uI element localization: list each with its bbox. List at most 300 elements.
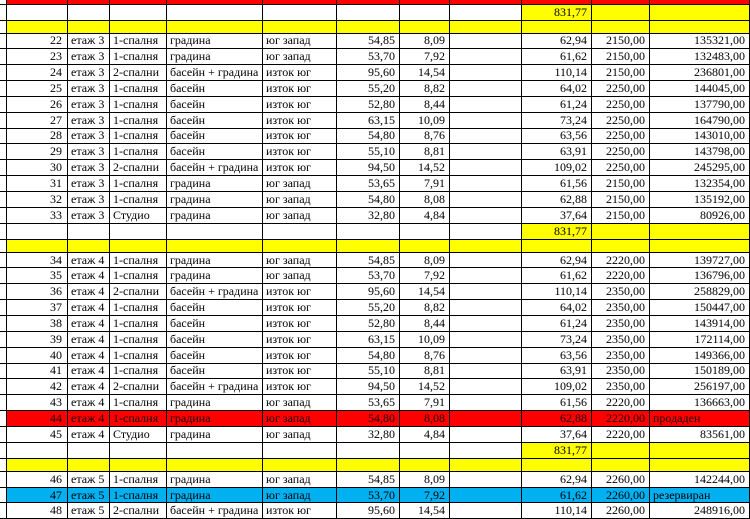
- cell-blank[interactable]: [450, 503, 522, 518]
- cell-total[interactable]: 132483,00: [650, 49, 750, 64]
- cell-total[interactable]: [650, 459, 750, 471]
- cell-type[interactable]: 1-спалня: [110, 49, 167, 64]
- cell-common[interactable]: 8,08: [400, 192, 450, 207]
- cell-floor[interactable]: [68, 224, 110, 239]
- cell-common[interactable]: 8,81: [400, 144, 450, 159]
- cell-total[interactable]: 256197,00: [650, 379, 750, 394]
- cell-total[interactable]: 80926,00: [650, 208, 750, 223]
- cell-direction[interactable]: [263, 0, 337, 4]
- cell-feature[interactable]: градина: [167, 411, 263, 426]
- cell-total[interactable]: 258829,00: [650, 284, 750, 299]
- cell-direction[interactable]: юг запад: [263, 176, 337, 191]
- cell-num[interactable]: [7, 0, 68, 4]
- cell-area[interactable]: 54,80: [337, 348, 400, 363]
- cell-total_area[interactable]: 62,94: [522, 253, 592, 268]
- cell-floor[interactable]: [68, 443, 110, 458]
- cell-total[interactable]: 236801,00: [650, 65, 750, 80]
- cell-blank[interactable]: [450, 364, 522, 379]
- cell-area[interactable]: 55,10: [337, 364, 400, 379]
- cell-num[interactable]: 43: [7, 395, 68, 410]
- cell-blank[interactable]: [450, 316, 522, 331]
- cell-total_area[interactable]: 63,91: [522, 144, 592, 159]
- cell-area[interactable]: 32,80: [337, 427, 400, 442]
- cell-type[interactable]: [110, 224, 167, 239]
- cell-area[interactable]: 63,15: [337, 113, 400, 128]
- cell-total_area[interactable]: 63,56: [522, 348, 592, 363]
- cell-area[interactable]: 53,70: [337, 49, 400, 64]
- cell-floor[interactable]: етаж 3: [68, 192, 110, 207]
- cell-feature[interactable]: басейн: [167, 144, 263, 159]
- cell-num[interactable]: 40: [7, 348, 68, 363]
- cell-type[interactable]: 1-спалня: [110, 268, 167, 283]
- cell-area[interactable]: [337, 224, 400, 239]
- cell-total_area[interactable]: 73,24: [522, 113, 592, 128]
- cell-feature[interactable]: басейн + градина: [167, 503, 263, 518]
- cell-floor[interactable]: етаж 3: [68, 129, 110, 144]
- cell-area[interactable]: [337, 5, 400, 20]
- cell-floor[interactable]: етаж 4: [68, 427, 110, 442]
- cell-direction[interactable]: [263, 21, 337, 33]
- cell-area[interactable]: 53,70: [337, 268, 400, 283]
- cell-total[interactable]: 172114,00: [650, 332, 750, 347]
- cell-type[interactable]: Студио: [110, 427, 167, 442]
- cell-floor[interactable]: етаж 4: [68, 411, 110, 426]
- cell-blank[interactable]: [450, 65, 522, 80]
- cell-total[interactable]: 137790,00: [650, 97, 750, 112]
- cell-direction[interactable]: [263, 240, 337, 252]
- cell-common[interactable]: 8,81: [400, 364, 450, 379]
- cell-num[interactable]: 26: [7, 97, 68, 112]
- cell-total[interactable]: 143798,00: [650, 144, 750, 159]
- cell-blank[interactable]: [450, 348, 522, 363]
- cell-direction[interactable]: юг запад: [263, 49, 337, 64]
- cell-feature[interactable]: градина: [167, 488, 263, 503]
- cell-total_area[interactable]: 831,77: [522, 5, 592, 20]
- cell-price[interactable]: 2220,00: [592, 427, 650, 442]
- cell-num[interactable]: 30: [7, 160, 68, 175]
- cell-direction[interactable]: изток юг: [263, 379, 337, 394]
- cell-direction[interactable]: юг запад: [263, 192, 337, 207]
- cell-area[interactable]: 63,15: [337, 332, 400, 347]
- cell-blank[interactable]: [450, 160, 522, 175]
- cell-common[interactable]: 7,92: [400, 488, 450, 503]
- cell-total_area[interactable]: 37,64: [522, 427, 592, 442]
- cell-type[interactable]: [110, 5, 167, 20]
- cell-blank[interactable]: [450, 192, 522, 207]
- cell-total_area[interactable]: 61,62: [522, 268, 592, 283]
- cell-total_area[interactable]: 110,14: [522, 503, 592, 518]
- cell-total[interactable]: 144045,00: [650, 81, 750, 96]
- cell-common[interactable]: 7,92: [400, 49, 450, 64]
- cell-total[interactable]: [650, 0, 750, 4]
- cell-type[interactable]: 1-спалня: [110, 176, 167, 191]
- cell-feature[interactable]: басейн + градина: [167, 284, 263, 299]
- cell-common[interactable]: 8,76: [400, 129, 450, 144]
- cell-blank[interactable]: [450, 113, 522, 128]
- cell-floor[interactable]: етаж 5: [68, 488, 110, 503]
- cell-price[interactable]: [592, 21, 650, 33]
- cell-price[interactable]: [592, 5, 650, 20]
- cell-blank[interactable]: [450, 240, 522, 252]
- cell-common[interactable]: 14,54: [400, 284, 450, 299]
- cell-num[interactable]: 28: [7, 129, 68, 144]
- cell-type[interactable]: 1-спалня: [110, 472, 167, 487]
- cell-total[interactable]: 245295,00: [650, 160, 750, 175]
- cell-price[interactable]: 2220,00: [592, 268, 650, 283]
- cell-feature[interactable]: басейн: [167, 97, 263, 112]
- cell-floor[interactable]: етаж 3: [68, 144, 110, 159]
- cell-common[interactable]: 10,09: [400, 332, 450, 347]
- cell-type[interactable]: [110, 459, 167, 471]
- cell-total_area[interactable]: 37,64: [522, 208, 592, 223]
- cell-common[interactable]: 14,52: [400, 379, 450, 394]
- cell-direction[interactable]: изток юг: [263, 503, 337, 518]
- cell-floor[interactable]: етаж 4: [68, 332, 110, 347]
- cell-feature[interactable]: басейн: [167, 113, 263, 128]
- cell-direction[interactable]: изток юг: [263, 81, 337, 96]
- cell-direction[interactable]: изток юг: [263, 65, 337, 80]
- cell-total_area[interactable]: 64,02: [522, 81, 592, 96]
- cell-total_area[interactable]: 110,14: [522, 65, 592, 80]
- cell-total[interactable]: 248916,00: [650, 503, 750, 518]
- cell-floor[interactable]: етаж 3: [68, 160, 110, 175]
- cell-total[interactable]: 135192,00: [650, 192, 750, 207]
- cell-feature[interactable]: [167, 224, 263, 239]
- cell-common[interactable]: 8,82: [400, 81, 450, 96]
- cell-num[interactable]: 46: [7, 472, 68, 487]
- cell-feature[interactable]: градина: [167, 472, 263, 487]
- cell-area[interactable]: 52,80: [337, 316, 400, 331]
- cell-feature[interactable]: [167, 5, 263, 20]
- cell-num[interactable]: 36: [7, 284, 68, 299]
- cell-price[interactable]: 2260,00: [592, 503, 650, 518]
- cell-blank[interactable]: [450, 34, 522, 49]
- cell-area[interactable]: 94,50: [337, 160, 400, 175]
- cell-floor[interactable]: етаж 3: [68, 208, 110, 223]
- cell-type[interactable]: 1-спалня: [110, 364, 167, 379]
- cell-type[interactable]: [110, 0, 167, 4]
- cell-floor[interactable]: етаж 3: [68, 49, 110, 64]
- cell-blank[interactable]: [450, 253, 522, 268]
- cell-area[interactable]: 55,20: [337, 81, 400, 96]
- cell-total_area[interactable]: 61,62: [522, 49, 592, 64]
- cell-type[interactable]: 1-спалня: [110, 332, 167, 347]
- cell-feature[interactable]: басейн: [167, 332, 263, 347]
- cell-area[interactable]: 53,65: [337, 395, 400, 410]
- cell-feature[interactable]: градина: [167, 208, 263, 223]
- cell-common[interactable]: [400, 224, 450, 239]
- cell-total_area[interactable]: 109,02: [522, 160, 592, 175]
- cell-feature[interactable]: градина: [167, 34, 263, 49]
- cell-total[interactable]: [650, 224, 750, 239]
- cell-area[interactable]: [337, 459, 400, 471]
- cell-common[interactable]: 14,52: [400, 160, 450, 175]
- cell-direction[interactable]: юг запад: [263, 488, 337, 503]
- cell-direction[interactable]: изток юг: [263, 129, 337, 144]
- cell-area[interactable]: 54,85: [337, 253, 400, 268]
- cell-type[interactable]: [110, 240, 167, 252]
- cell-total[interactable]: [650, 21, 750, 33]
- cell-direction[interactable]: юг запад: [263, 268, 337, 283]
- cell-feature[interactable]: басейн: [167, 300, 263, 315]
- cell-blank[interactable]: [450, 49, 522, 64]
- cell-total_area[interactable]: 109,02: [522, 379, 592, 394]
- cell-total_area[interactable]: 63,91: [522, 364, 592, 379]
- cell-type[interactable]: Студио: [110, 208, 167, 223]
- cell-price[interactable]: 2260,00: [592, 488, 650, 503]
- cell-direction[interactable]: юг запад: [263, 208, 337, 223]
- cell-area[interactable]: 55,20: [337, 300, 400, 315]
- cell-num[interactable]: [7, 5, 68, 20]
- cell-total[interactable]: 83561,00: [650, 427, 750, 442]
- cell-num[interactable]: 24: [7, 65, 68, 80]
- cell-feature[interactable]: градина: [167, 49, 263, 64]
- cell-blank[interactable]: [450, 129, 522, 144]
- cell-direction[interactable]: изток юг: [263, 300, 337, 315]
- cell-type[interactable]: 1-спалня: [110, 348, 167, 363]
- cell-type[interactable]: 2-спални: [110, 379, 167, 394]
- cell-feature[interactable]: басейн: [167, 348, 263, 363]
- cell-total_area[interactable]: 64,02: [522, 300, 592, 315]
- cell-price[interactable]: [592, 443, 650, 458]
- cell-num[interactable]: 32: [7, 192, 68, 207]
- cell-total[interactable]: 136663,00: [650, 395, 750, 410]
- cell-num[interactable]: 22: [7, 34, 68, 49]
- cell-direction[interactable]: изток юг: [263, 160, 337, 175]
- cell-feature[interactable]: басейн + градина: [167, 65, 263, 80]
- cell-feature[interactable]: градина: [167, 395, 263, 410]
- cell-feature[interactable]: [167, 240, 263, 252]
- cell-total_area[interactable]: 61,56: [522, 395, 592, 410]
- cell-common[interactable]: 8,09: [400, 34, 450, 49]
- cell-total_area[interactable]: [522, 0, 592, 4]
- cell-total[interactable]: резервиран: [650, 488, 750, 503]
- cell-area[interactable]: 55,10: [337, 144, 400, 159]
- cell-area[interactable]: [337, 240, 400, 252]
- cell-blank[interactable]: [450, 459, 522, 471]
- cell-price[interactable]: 2220,00: [592, 395, 650, 410]
- cell-total_area[interactable]: 61,56: [522, 176, 592, 191]
- cell-area[interactable]: 54,85: [337, 34, 400, 49]
- cell-type[interactable]: 1-спалня: [110, 81, 167, 96]
- cell-feature[interactable]: басейн: [167, 129, 263, 144]
- cell-direction[interactable]: изток юг: [263, 97, 337, 112]
- cell-area[interactable]: 54,85: [337, 472, 400, 487]
- cell-num[interactable]: 38: [7, 316, 68, 331]
- cell-total_area[interactable]: 61,24: [522, 316, 592, 331]
- cell-total[interactable]: продаден: [650, 411, 750, 426]
- cell-price[interactable]: 2260,00: [592, 472, 650, 487]
- cell-total_area[interactable]: 63,56: [522, 129, 592, 144]
- cell-type[interactable]: 1-спалня: [110, 34, 167, 49]
- cell-total[interactable]: [650, 443, 750, 458]
- cell-direction[interactable]: изток юг: [263, 113, 337, 128]
- cell-floor[interactable]: етаж 3: [68, 97, 110, 112]
- cell-feature[interactable]: [167, 443, 263, 458]
- cell-total[interactable]: 164790,00: [650, 113, 750, 128]
- cell-area[interactable]: [337, 21, 400, 33]
- cell-total_area[interactable]: 62,88: [522, 411, 592, 426]
- cell-num[interactable]: 25: [7, 81, 68, 96]
- cell-floor[interactable]: етаж 5: [68, 503, 110, 518]
- cell-price[interactable]: 2350,00: [592, 379, 650, 394]
- cell-area[interactable]: 53,65: [337, 176, 400, 191]
- cell-floor[interactable]: етаж 3: [68, 34, 110, 49]
- cell-floor[interactable]: етаж 4: [68, 268, 110, 283]
- cell-total[interactable]: [650, 5, 750, 20]
- cell-direction[interactable]: [263, 459, 337, 471]
- cell-feature[interactable]: [167, 459, 263, 471]
- cell-price[interactable]: 2350,00: [592, 284, 650, 299]
- cell-feature[interactable]: градина: [167, 268, 263, 283]
- cell-price[interactable]: 2350,00: [592, 332, 650, 347]
- cell-blank[interactable]: [450, 81, 522, 96]
- cell-price[interactable]: 2350,00: [592, 364, 650, 379]
- cell-total_area[interactable]: 61,62: [522, 488, 592, 503]
- cell-type[interactable]: 2-спални: [110, 65, 167, 80]
- cell-common[interactable]: [400, 0, 450, 4]
- cell-blank[interactable]: [450, 427, 522, 442]
- cell-price[interactable]: 2150,00: [592, 192, 650, 207]
- cell-price[interactable]: [592, 224, 650, 239]
- cell-num[interactable]: 48: [7, 503, 68, 518]
- cell-num[interactable]: 33: [7, 208, 68, 223]
- cell-total[interactable]: 150447,00: [650, 300, 750, 315]
- cell-type[interactable]: 2-спални: [110, 160, 167, 175]
- cell-price[interactable]: 2250,00: [592, 97, 650, 112]
- cell-direction[interactable]: изток юг: [263, 144, 337, 159]
- cell-blank[interactable]: [450, 21, 522, 33]
- cell-price[interactable]: 2150,00: [592, 49, 650, 64]
- cell-price[interactable]: 2350,00: [592, 316, 650, 331]
- cell-common[interactable]: [400, 5, 450, 20]
- cell-common[interactable]: 8,44: [400, 316, 450, 331]
- cell-floor[interactable]: етаж 4: [68, 316, 110, 331]
- cell-blank[interactable]: [450, 284, 522, 299]
- cell-common[interactable]: 4,84: [400, 427, 450, 442]
- cell-blank[interactable]: [450, 0, 522, 4]
- cell-floor[interactable]: [68, 5, 110, 20]
- cell-direction[interactable]: изток юг: [263, 332, 337, 347]
- cell-feature[interactable]: градина: [167, 427, 263, 442]
- cell-floor[interactable]: [68, 459, 110, 471]
- cell-common[interactable]: 8,09: [400, 253, 450, 268]
- cell-price[interactable]: [592, 459, 650, 471]
- cell-direction[interactable]: [263, 5, 337, 20]
- cell-num[interactable]: [7, 459, 68, 471]
- cell-feature[interactable]: градина: [167, 253, 263, 268]
- cell-feature[interactable]: [167, 0, 263, 4]
- cell-price[interactable]: 2150,00: [592, 176, 650, 191]
- cell-total_area[interactable]: 62,88: [522, 192, 592, 207]
- cell-price[interactable]: 2250,00: [592, 113, 650, 128]
- cell-common[interactable]: 8,44: [400, 97, 450, 112]
- cell-floor[interactable]: етаж 3: [68, 81, 110, 96]
- cell-price[interactable]: 2350,00: [592, 348, 650, 363]
- cell-total_area[interactable]: 831,77: [522, 443, 592, 458]
- cell-feature[interactable]: басейн + градина: [167, 379, 263, 394]
- cell-total[interactable]: 136796,00: [650, 268, 750, 283]
- cell-blank[interactable]: [450, 5, 522, 20]
- cell-total[interactable]: 139727,00: [650, 253, 750, 268]
- cell-num[interactable]: 47: [7, 488, 68, 503]
- cell-area[interactable]: [337, 443, 400, 458]
- cell-price[interactable]: 2150,00: [592, 34, 650, 49]
- cell-floor[interactable]: етаж 3: [68, 113, 110, 128]
- cell-common[interactable]: 7,91: [400, 395, 450, 410]
- cell-num[interactable]: [7, 224, 68, 239]
- cell-common[interactable]: [400, 443, 450, 458]
- cell-type[interactable]: 1-спалня: [110, 192, 167, 207]
- cell-type[interactable]: 2-спални: [110, 503, 167, 518]
- cell-type[interactable]: 1-спалня: [110, 97, 167, 112]
- cell-area[interactable]: [337, 0, 400, 4]
- cell-price[interactable]: [592, 0, 650, 4]
- cell-common[interactable]: 7,91: [400, 176, 450, 191]
- cell-floor[interactable]: [68, 240, 110, 252]
- cell-floor[interactable]: етаж 4: [68, 284, 110, 299]
- cell-type[interactable]: 1-спалня: [110, 488, 167, 503]
- cell-floor[interactable]: етаж 5: [68, 472, 110, 487]
- cell-blank[interactable]: [450, 268, 522, 283]
- cell-blank[interactable]: [450, 144, 522, 159]
- cell-area[interactable]: 32,80: [337, 208, 400, 223]
- cell-blank[interactable]: [450, 472, 522, 487]
- cell-type[interactable]: 1-спалня: [110, 113, 167, 128]
- cell-total_area[interactable]: 62,94: [522, 472, 592, 487]
- cell-num[interactable]: 37: [7, 300, 68, 315]
- cell-area[interactable]: 95,60: [337, 503, 400, 518]
- cell-type[interactable]: 1-спалня: [110, 395, 167, 410]
- cell-floor[interactable]: [68, 21, 110, 33]
- cell-price[interactable]: 2150,00: [592, 65, 650, 80]
- cell-total_area[interactable]: 62,94: [522, 34, 592, 49]
- cell-total[interactable]: 149366,00: [650, 348, 750, 363]
- cell-floor[interactable]: етаж 4: [68, 395, 110, 410]
- cell-floor[interactable]: етаж 4: [68, 348, 110, 363]
- cell-num[interactable]: 39: [7, 332, 68, 347]
- cell-type[interactable]: [110, 443, 167, 458]
- cell-feature[interactable]: басейн: [167, 364, 263, 379]
- cell-direction[interactable]: юг запад: [263, 253, 337, 268]
- cell-area[interactable]: 53,70: [337, 488, 400, 503]
- cell-common[interactable]: 4,84: [400, 208, 450, 223]
- cell-blank[interactable]: [450, 208, 522, 223]
- cell-total[interactable]: 143010,00: [650, 129, 750, 144]
- cell-common[interactable]: 14,54: [400, 65, 450, 80]
- cell-direction[interactable]: юг запад: [263, 427, 337, 442]
- cell-feature[interactable]: градина: [167, 192, 263, 207]
- cell-area[interactable]: 95,60: [337, 284, 400, 299]
- cell-type[interactable]: 1-спалня: [110, 300, 167, 315]
- cell-common[interactable]: [400, 21, 450, 33]
- cell-floor[interactable]: [68, 0, 110, 4]
- cell-floor[interactable]: етаж 3: [68, 65, 110, 80]
- cell-price[interactable]: 2150,00: [592, 208, 650, 223]
- cell-num[interactable]: 44: [7, 411, 68, 426]
- cell-common[interactable]: 8,82: [400, 300, 450, 315]
- cell-common[interactable]: 8,09: [400, 472, 450, 487]
- cell-blank[interactable]: [450, 332, 522, 347]
- cell-area[interactable]: 54,80: [337, 192, 400, 207]
- cell-num[interactable]: 35: [7, 268, 68, 283]
- cell-direction[interactable]: юг запад: [263, 395, 337, 410]
- cell-common[interactable]: 10,09: [400, 113, 450, 128]
- cell-common[interactable]: [400, 459, 450, 471]
- cell-num[interactable]: 45: [7, 427, 68, 442]
- cell-direction[interactable]: [263, 224, 337, 239]
- cell-num[interactable]: 29: [7, 144, 68, 159]
